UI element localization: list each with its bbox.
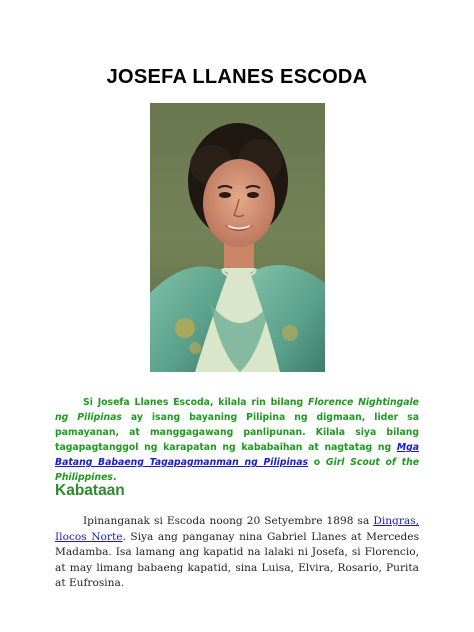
intro-text-2: ay isang bayaning Pilipina ng digmaan, lider sa pamayanan, at manggagawang panlipunan. Kilala siya bilang tagapagtanggol ng karapatan ng kababaihan at nagtatag ng xyxy=(55,412,419,453)
portrait-image xyxy=(150,103,325,372)
section-paragraph xyxy=(55,514,419,592)
page-title: JOSEFA LLANES ESCODA xyxy=(106,66,368,88)
intro-text-em-1: Florence Nightingale ng Pilipinas xyxy=(55,397,419,423)
section-text-1: Ipinanganak si Escoda noong 20 Setyembre 1898 sa xyxy=(83,515,374,527)
intro-text-3: o xyxy=(308,457,326,468)
dingras-link[interactable]: Dingras, Ilocos Norte xyxy=(55,515,419,543)
intro-paragraph xyxy=(55,395,419,485)
intro-text-em-2: Girl Scout of the Philippines xyxy=(55,457,419,483)
portrait-painting xyxy=(150,103,325,372)
section-text-2: . Siya ang panganay nina Gabriel Llanes at Mercedes Madamba. Isa lamang ang kapatid na lalaki ni Josefa, si Florencio, at may limang babaeng kapatid, sina Luisa, Elvira, Rosario, Purita at Eufrosina. xyxy=(55,530,420,589)
girl-scout-link[interactable]: Mga Batang Babaeng Tagapagmanman ng Pilipinas xyxy=(55,442,419,468)
intro-text-1: Si Josefa Llanes Escoda, kilala rin bilang xyxy=(83,397,308,408)
section-heading: Kabataan xyxy=(55,482,125,499)
intro-text-4: . xyxy=(112,472,117,483)
